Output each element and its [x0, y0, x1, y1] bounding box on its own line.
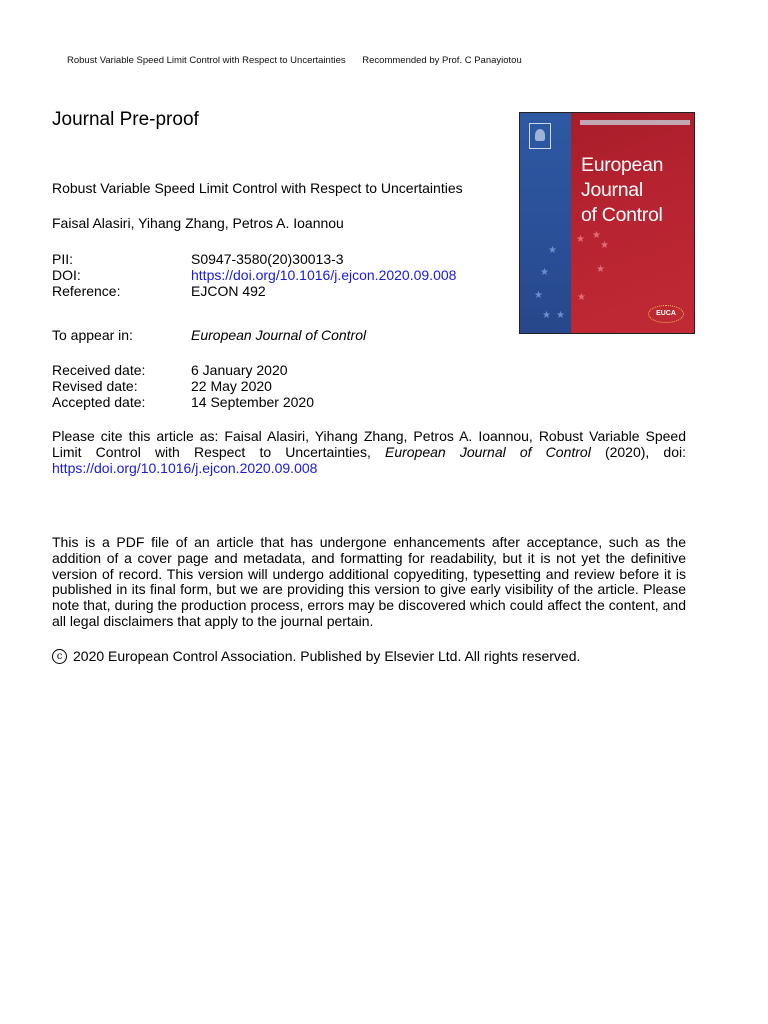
citation-doi-link[interactable]: https://doi.org/10.1016/j.ejcon.2020.09.008: [52, 459, 318, 476]
accepted-row: [52, 394, 314, 410]
euca-logo: EUCA: [648, 305, 684, 323]
running-head: [67, 55, 522, 66]
cover-header-bar: [580, 120, 690, 125]
reference-label: Reference:: [52, 283, 121, 299]
disclaimer-paragraph: This is a PDF file of an article that has undergone enhancements after acceptance, such as the addition of a cover page and metadata, and formatting for readability, but it is not yet the definitive version of record. This version will undergo additional copyediting, typesetting and review before it is published in its final form, but we are providing this version to give early visibility of the article. Please note that, during the production process, errors may be discovered which could affect the content, and all legal disclaimers that apply to the journal pertain.: [52, 534, 686, 629]
revised-row: [52, 378, 314, 394]
citation-prefix: Please cite this article as: Faisal Alasiri, Yihang Zhang, Petros A. Ioannou, Robust Variable Speed Limit Control with Respect to Uncertainties,: [52, 428, 686, 460]
cover-title-line1: European: [581, 154, 664, 176]
cover-title-line2: Journal: [581, 179, 643, 201]
star-icon: ★: [596, 264, 605, 275]
copyright-text: 2020 European Control Association. Published by Elsevier Ltd. All rights reserved.: [73, 648, 581, 664]
article-title: Robust Variable Speed Limit Control with Respect to Uncertainties: [52, 180, 463, 196]
star-icon: ★: [542, 310, 551, 321]
doi-label: DOI:: [52, 267, 81, 283]
cover-title-line3: of Control: [581, 204, 663, 226]
elsevier-tree-icon: [529, 123, 551, 149]
revised-date: 22 May 2020: [191, 378, 272, 394]
pii-row: [52, 251, 456, 267]
pii-value: S0947-3580(20)30013-3: [191, 251, 344, 267]
received-date: 6 January 2020: [191, 362, 288, 378]
star-icon: ★: [556, 310, 565, 321]
appear-label: To appear in:: [52, 327, 133, 343]
star-icon: ★: [577, 292, 586, 303]
dates-block: [52, 362, 314, 410]
running-head-recommended: Recommended by Prof. C Panayiotou: [362, 55, 522, 66]
star-icon: ★: [592, 230, 601, 241]
pii-label: PII:: [52, 251, 74, 267]
copyright-icon: c: [52, 649, 67, 664]
revised-label: Revised date:: [52, 378, 138, 394]
journal-cover-image: [519, 112, 695, 334]
star-icon: ★: [576, 234, 585, 245]
page-title: Journal Pre-proof: [52, 109, 199, 130]
received-row: [52, 362, 314, 378]
reference-value: EJCON 492: [191, 283, 266, 299]
cover-title: [581, 153, 663, 228]
star-icon: ★: [600, 240, 609, 251]
citation-paragraph: [52, 429, 686, 476]
star-icon: ★: [540, 267, 549, 278]
appear-block: [52, 327, 366, 343]
identifier-block: [52, 251, 456, 299]
citation-suffix: (2020), doi:: [590, 443, 686, 460]
doi-row: [52, 267, 456, 283]
accepted-date: 14 September 2020: [191, 394, 314, 410]
article-authors: Faisal Alasiri, Yihang Zhang, Petros A. Ioannou: [52, 215, 344, 231]
citation-journal: European Journal of Control: [384, 443, 591, 460]
received-label: Received date:: [52, 362, 146, 378]
star-icon: ★: [548, 245, 557, 256]
copyright-line: [52, 648, 580, 664]
star-icon: ★: [534, 290, 543, 301]
doi-link[interactable]: https://doi.org/10.1016/j.ejcon.2020.09.008: [191, 267, 457, 283]
reference-row: [52, 283, 456, 299]
running-head-title: Robust Variable Speed Limit Control with Respect to Uncertainties: [67, 55, 346, 66]
appear-journal: European Journal of Control: [191, 327, 367, 343]
accepted-label: Accepted date:: [52, 394, 146, 410]
